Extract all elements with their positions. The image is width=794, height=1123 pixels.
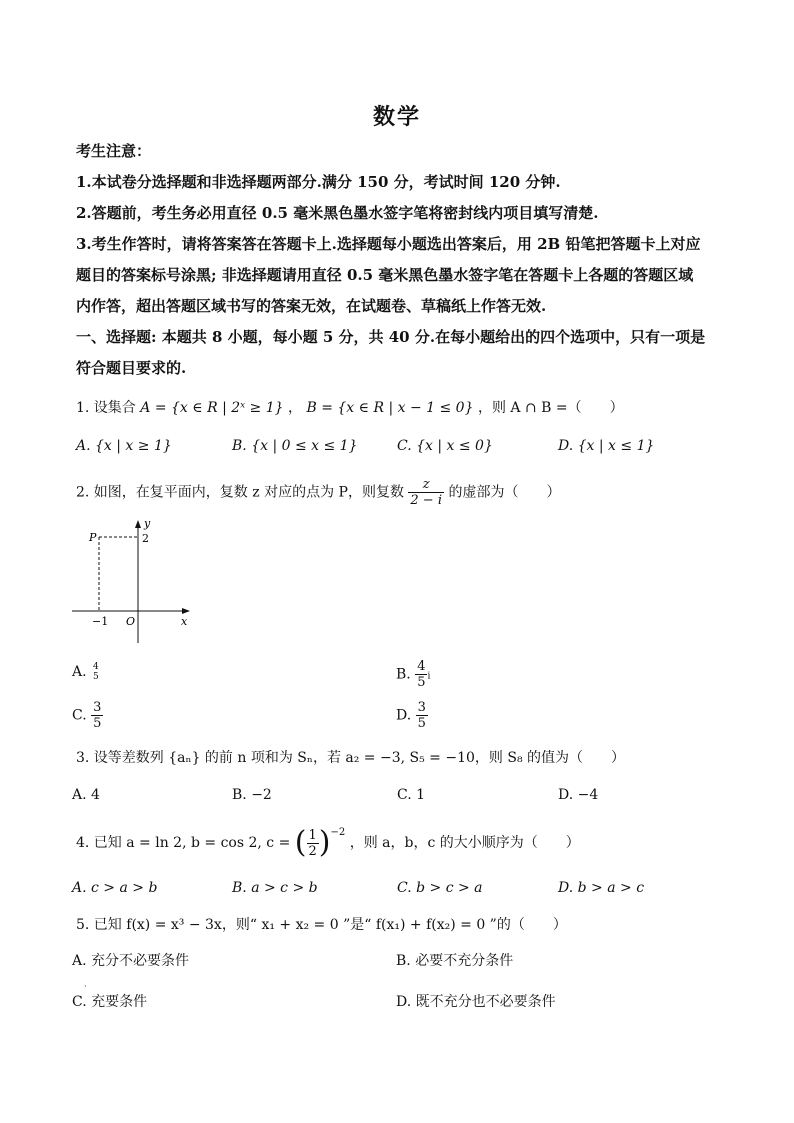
question-5: 5. 已知 f(x) = x³ − 3x，则“ x₁ + x₂ = 0 ”是“ f(x₁) + f(x₂) = 0 ”的（ ） — [76, 917, 567, 933]
question-3-option-c[interactable]: C. 1 — [397, 787, 426, 803]
y-axis-arrow-icon — [135, 520, 141, 528]
question-5-option-d[interactable]: D. 既不充分也不必要条件 — [396, 994, 556, 1010]
question-4-prefix: 4. 已知 a = ln 2, b = cos 2, c = — [76, 835, 291, 851]
question-4-option-c[interactable]: C. b > c > a — [397, 880, 483, 896]
tick-label-2: 2 — [142, 532, 149, 545]
question-3-option-d[interactable]: D. −4 — [558, 787, 599, 803]
notice-item-3-line-3: 内作答，超出答题区域书写的答案无效，在试题卷、草稿纸上作答无效. — [76, 297, 547, 315]
question-2-option-a-denominator: 5 — [93, 672, 99, 682]
question-2-option-a-fraction — [91, 662, 101, 682]
question-2-prefix: 2. 如图，在复平面内，复数 z 对应的点为 P，则复数 — [76, 484, 404, 501]
question-2-option-c-numerator: 3 — [93, 700, 102, 715]
question-2-option-b-label: B. — [396, 666, 411, 683]
complex-plane-figure — [72, 515, 194, 645]
question-2-option-d-numerator: 3 — [417, 700, 426, 715]
point-p-label: P — [89, 531, 97, 544]
right-paren-icon: ) — [318, 825, 331, 860]
question-5-option-c[interactable]: C. 充要条件 — [72, 994, 148, 1010]
question-4-option-b[interactable]: B. a > c > b — [232, 880, 318, 896]
question-4-exponent: −2 — [330, 827, 346, 838]
question-2-option-c-label: C. — [72, 707, 87, 724]
tick-label-neg1: −1 — [92, 615, 109, 628]
left-paren-icon: ( — [294, 825, 307, 860]
page-title: 数学 — [372, 104, 421, 130]
question-1-prefix: 1. 设集合 — [76, 400, 136, 416]
question-4 — [76, 826, 580, 860]
question-2-option-d[interactable] — [396, 700, 428, 731]
question-2-option-b-fraction — [415, 659, 427, 690]
x-axis-label: x — [181, 615, 188, 628]
question-2-fraction-numerator: z — [422, 477, 430, 492]
question-1 — [76, 398, 624, 418]
question-2-option-b-numerator: 4 — [417, 659, 426, 674]
question-4-option-a[interactable]: A. c > a > b — [72, 880, 158, 896]
origin-label: O — [126, 615, 136, 628]
question-2-suffix: 的虚部为（ ） — [448, 484, 561, 501]
question-3-option-a[interactable]: A. 4 — [72, 787, 100, 803]
question-2-fraction — [408, 477, 444, 508]
question-4-fraction-numerator: 1 — [308, 827, 317, 843]
question-1-set-a: A = {x ∈ R | 2ˣ ≥ 1} — [140, 400, 284, 416]
question-2-option-b-suffix: i — [427, 671, 431, 682]
question-4-suffix: ，则 a，b，c 的大小顺序为（ ） — [349, 835, 580, 851]
question-1-set-b: B = {x ∈ R | x − 1 ≤ 0} — [306, 400, 474, 416]
x-axis-arrow-icon — [182, 608, 190, 614]
question-4-fraction-denominator: 2 — [308, 843, 317, 859]
question-2-option-d-label: D. — [396, 707, 412, 724]
question-5-option-a[interactable]: A. 充分不必要条件 — [72, 953, 190, 969]
section-heading-line-2: 符合题目要求的. — [76, 359, 187, 377]
question-2-option-a[interactable] — [72, 662, 101, 682]
question-2-option-a-label: A. — [72, 664, 87, 680]
section-heading-line-1: 一、选择题: 本题共 8 小题，每小题 5 分，共 40 分.在每小题给出的四个选项中，只有一项是 — [76, 328, 706, 346]
question-4-option-d[interactable]: D. b > a > c — [558, 880, 645, 896]
question-1-separator: ， — [288, 400, 303, 416]
notice-heading: 考生注意： — [76, 142, 152, 160]
question-1-option-a[interactable]: A. {x | x ≥ 1} — [76, 438, 172, 454]
notice-item-3-line-1: 3.考生作答时，请将答案答在答题卡上.选择题每小题选出答案后，用 2B 铅笔把答题卡上对应 — [76, 235, 701, 253]
stray-dot-mark: · — [84, 982, 87, 991]
question-2-fraction-denominator: 2 − i — [410, 493, 442, 508]
question-2-option-b-denominator: 5 — [417, 675, 426, 690]
y-axis-label: y — [144, 517, 151, 530]
notice-item-3-line-2: 题目的答案标号涂黑; 非选择题请用直径 0.5 毫米黑色墨水签字笔在答题卡上各题的答题区域 — [76, 266, 694, 284]
notice-item-1: 1.本试卷分选择题和非选择题两部分.满分 150 分，考试时间 120 分钟. — [76, 173, 561, 191]
question-2-option-a-numerator: 4 — [93, 662, 99, 672]
notice-item-2: 2.答题前，考生务必用直径 0.5 毫米黑色墨水签字笔将密封线内项目填写清楚. — [76, 204, 599, 222]
question-1-option-d[interactable]: D. {x | x ≤ 1} — [558, 438, 655, 454]
question-1-option-b[interactable]: B. {x | 0 ≤ x ≤ 1} — [232, 438, 358, 454]
question-2-option-d-fraction — [416, 700, 428, 731]
question-5-option-b[interactable]: B. 必要不充分条件 — [396, 953, 514, 969]
question-2-option-c[interactable] — [72, 700, 103, 731]
question-1-suffix: ，则 A ∩ B =（ ） — [477, 400, 624, 416]
question-3: 3. 设等差数列 {aₙ} 的前 n 项和为 Sₙ，若 a₂ = −3, S₅ = −10，则 S₈ 的值为（ ） — [76, 750, 625, 766]
question-3-option-b[interactable]: B. −2 — [232, 787, 272, 803]
question-2-option-d-denominator: 5 — [417, 716, 426, 731]
question-4-fraction — [307, 828, 319, 859]
question-2-option-c-fraction — [91, 700, 103, 731]
question-2-option-c-denominator: 5 — [93, 716, 102, 731]
question-2 — [76, 477, 560, 508]
question-1-option-c[interactable]: C. {x | x ≤ 0} — [397, 438, 493, 454]
question-2-option-b[interactable] — [396, 659, 430, 690]
